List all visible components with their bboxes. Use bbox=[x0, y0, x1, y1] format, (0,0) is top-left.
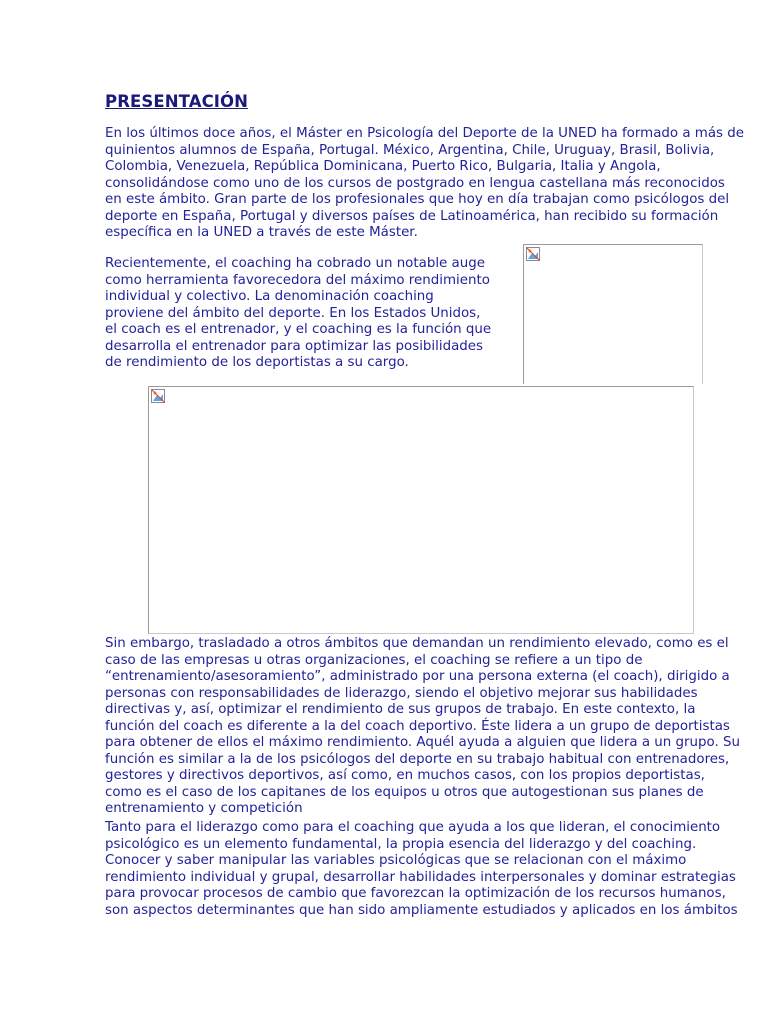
intro-paragraph: En los últimos doce años, el Máster en Psicología del Deporte de la UNED ha formado a más de quinientos alumnos de España, Portugal. México, Argentina, Chile, Uruguay, Brasil, Bolivia, Colombia, Venezuela, República Dominicana, Puerto Rico, Bulgaria, Italia y Angola, consolidándose como uno de los cursos de postgrado en lengua castellana más reconocidos en este ámbito. Gran parte de los profesionales que hoy en día trabajan como psicólogos del deporte en España, Portugal y diversos países de Latinoamérica, han recibido su formación específica en la UNED a través de este Máster. bbox=[105, 126, 745, 240]
image-placeholder-small bbox=[523, 244, 703, 384]
image-placeholder-large bbox=[148, 386, 694, 634]
broken-image-icon bbox=[526, 247, 540, 261]
broken-image-icon bbox=[151, 389, 165, 403]
coaching-paragraph: Recientemente, el coaching ha cobrado un notable auge como herramienta favorecedora del máximo rendimiento individual y colectivo. La denominación coaching proviene del ámbito del deporte. En los Estados Unidos, el coach es el entrenador, y el coaching es la función que desarrolla el entrenador para optimizar las posibilidades de rendimiento de los deportistas a su cargo. bbox=[105, 256, 492, 370]
organizational-coaching-paragraph: Sin embargo, trasladado a otros ámbitos que demandan un rendimiento elevado, como es el caso de las empresas u otras organizaciones, el coaching se refiere a un tipo de “entrenamiento/asesoramiento”, administrado por una persona externa (el coach), dirigido a personas con responsabilidades de liderazgo, siendo el objetivo mejorar sus habilidades directivas y, así, optimizar el rendimiento de sus grupos de trabajo. En este contexto, la función del coach es diferente a la del coach deportivo. Éste lidera a un grupo de deportistas para obtener de ellos el máximo rendimiento. Aquél ayuda a alguien que lidera a un grupo. Su función es similar a la de los psicólogos del deporte en su trabajo habitual con entrenadores, gestores y directivos deportivos, así como, en muchos casos, con los propios deportistas, como es el caso de los capitanes de los equipos u otros que autogestionan sus planes de entrenamiento y competición bbox=[105, 636, 740, 816]
page-title: PRESENTACIÓN bbox=[105, 92, 249, 111]
leadership-paragraph: Tanto para el liderazgo como para el coaching que ayuda a los que lideran, el conocimiento psicológico es un elemento fundamental, la propia esencia del liderazgo y del coaching. Conocer y saber manipular las variables psicológicas que se relacionan con el máximo rendimiento individual y grupal, desarrollar habilidades interpersonales y dominar estrategias para provocar procesos de cambio que favorezcan la optimización de los recursos humanos, son aspectos determinantes que han sido ampliamente estudiados y aplicados en los ámbitos bbox=[105, 820, 738, 918]
